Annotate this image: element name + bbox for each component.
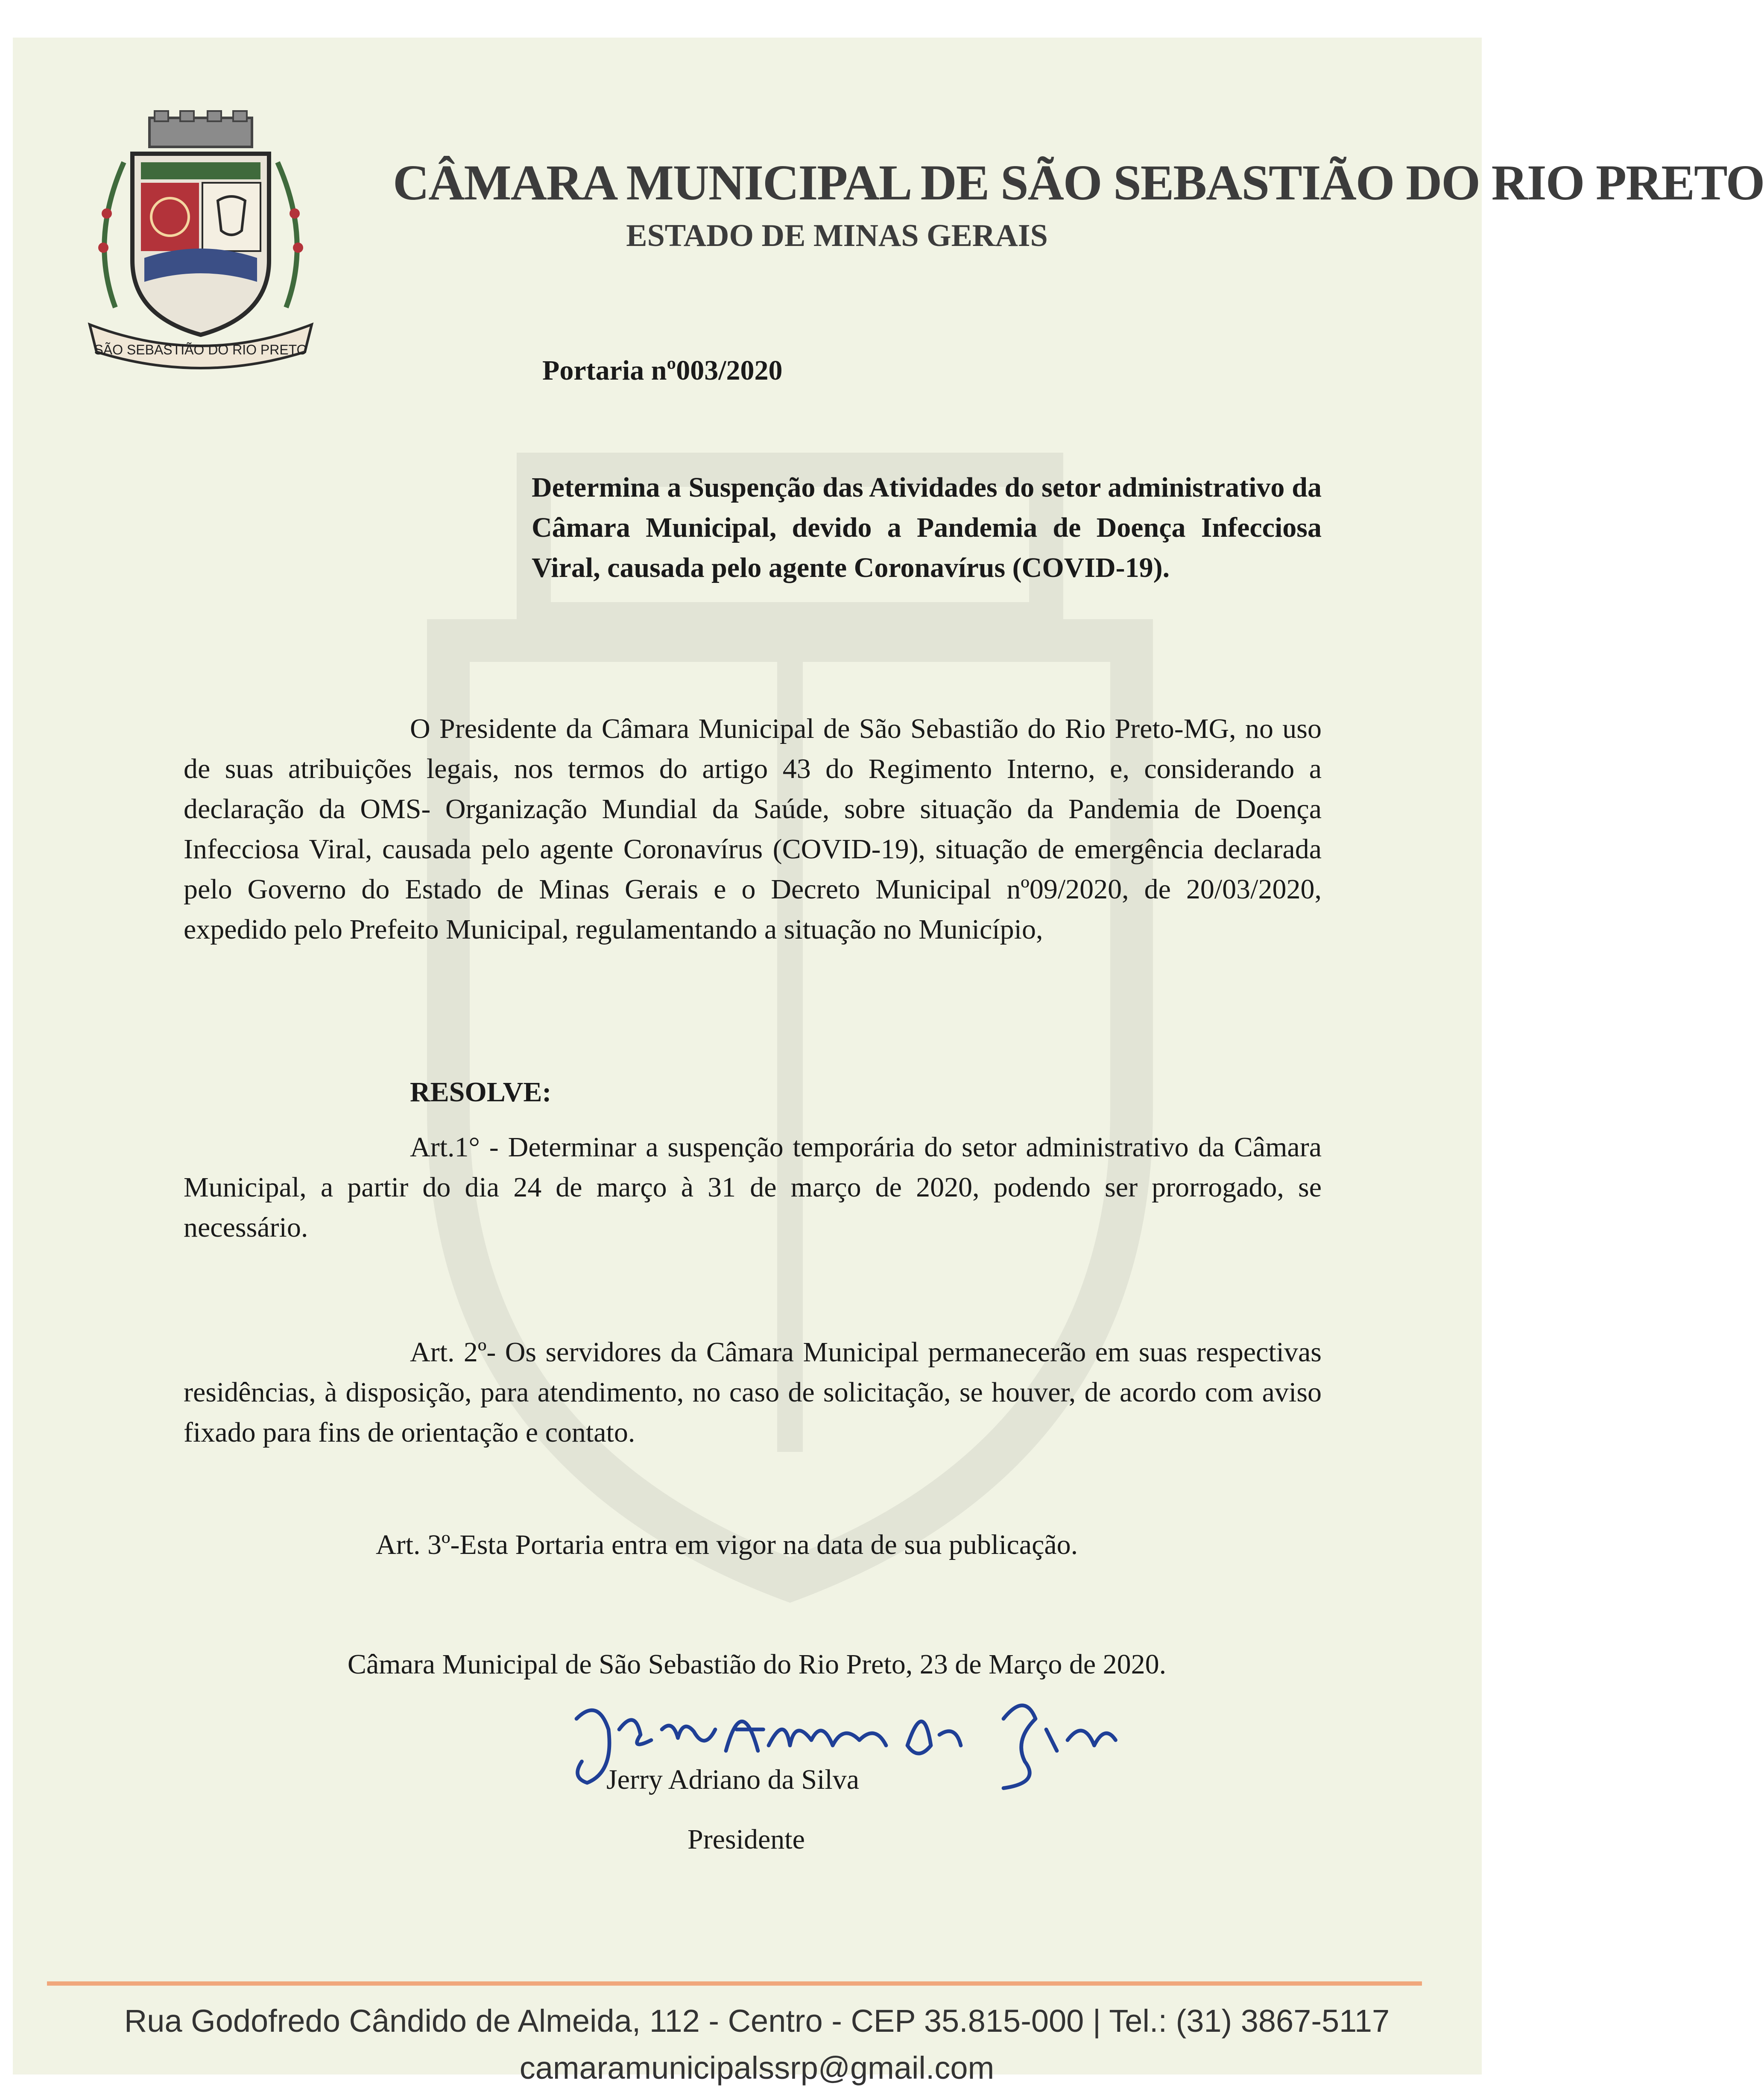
document-summary: Determina a Suspenção das Atividades do setor administrativo da Câmara Municipal, devido a Pandemia de Doença Infecciosa Viral, causada pelo agente Coronavírus (COVID-19).	[532, 472, 1322, 583]
article-3: Art. 3º-Esta Portaria entra em vigor na data de sua publicação.	[376, 1529, 1078, 1560]
article-1: Art.1° - Determinar a suspenção temporária do setor administrativo da Câmara Municipal, a partir do dia 24 de março à 31 de março de 2020, podendo ser prorrogado, se necessário.	[184, 1132, 1322, 1243]
footer-divider	[47, 1981, 1422, 1986]
resolve-heading: RESOLVE:	[410, 1077, 552, 1108]
crest-ribbon-label: SÃO SEBASTIÃO DO RIO PRETO	[94, 342, 307, 357]
institution-title: CÂMARA MUNICIPAL DE SÃO SEBASTIÃO DO RIO PRETO	[393, 155, 1764, 211]
footer-address: Rua Godofredo Cândido de Almeida, 112 - Centro - CEP 35.815-000 | Tel.: (31) 3867-5117	[124, 2003, 1390, 2039]
signatory-name: Jerry Adriano da Silva	[606, 1764, 860, 1795]
article-2: Art. 2º- Os servidores da Câmara Municipal permanecerão em suas respectivas residências, à disposição, para atendimento, no caso de solicitação, se houver, de acordo com aviso fixado para fins de orientação e contato.	[184, 1337, 1322, 1448]
place-date: Câmara Municipal de São Sebastião do Rio Preto, 23 de Março de 2020.	[347, 1649, 1167, 1680]
state-subtitle: ESTADO DE MINAS GERAIS	[626, 218, 1048, 253]
signatory-role: Presidente	[687, 1824, 805, 1855]
footer-email: camaramunicipalssrp@gmail.com	[519, 2050, 995, 2086]
preamble-paragraph: O Presidente da Câmara Municipal de São Sebastião do Rio Preto-MG, no uso de suas atribuições legais, nos termos do artigo 43 do Regimento Interno, e, considerando a declaração da OMS- Organização Mundial da Saúde, sobre situação da Pandemia de Doença Infecciosa Viral, causada pelo agente Coronavírus (COVID-19), situação de emergência declarada pelo Governo do Estado de Minas Gerais e o Decreto Municipal nº09/2020, de 20/03/2020, expedido pelo Prefeito Municipal, regulamentando a situação no Município,	[184, 713, 1322, 945]
municipal-crest-icon	[81, 111, 320, 367]
document-number: Portaria nº003/2020	[542, 355, 783, 386]
